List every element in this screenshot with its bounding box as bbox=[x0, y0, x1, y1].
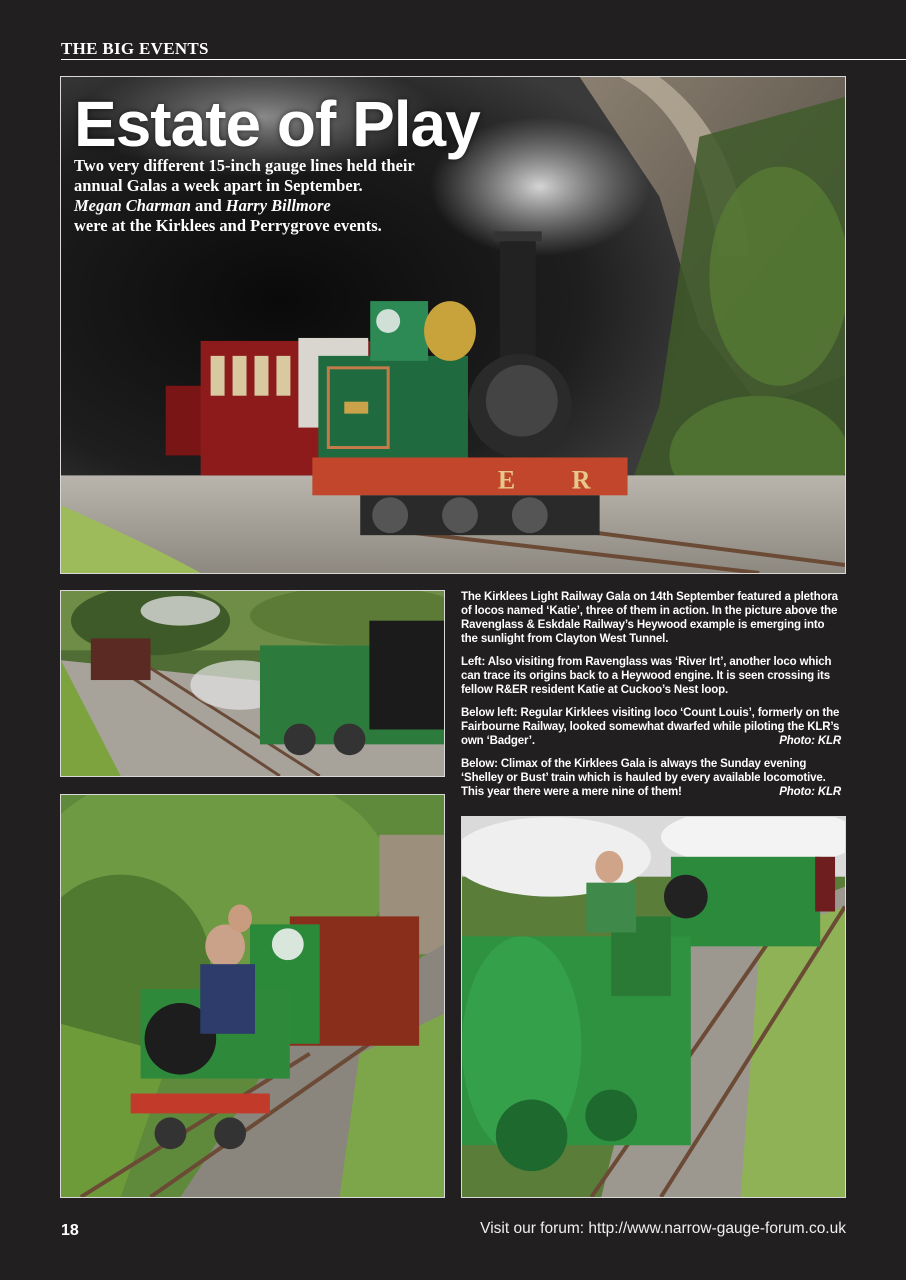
standfirst bbox=[74, 156, 444, 236]
byline-author-1: Megan Charman bbox=[74, 196, 191, 215]
forum-link[interactable]: Visit our forum: http://www.narrow-gauge-forum.co.uk bbox=[480, 1220, 846, 1237]
caption-below-left-text: Below left: Regular Kirklees visiting loco ‘Count Louis’, formerly on the Fairbourne Railway, looked somewhat dwarfed while piloting the KLR’s own ‘Badger’. bbox=[461, 707, 840, 747]
caption-left bbox=[461, 655, 841, 697]
section-rule bbox=[61, 59, 906, 60]
page-number: 18 bbox=[61, 1222, 79, 1239]
caption-below bbox=[461, 757, 841, 799]
captions bbox=[461, 590, 841, 808]
caption-below-left bbox=[461, 706, 841, 748]
headline: Estate of Play bbox=[74, 88, 480, 160]
standfirst-text-1: Two very different 15-inch gauge lines held their annual Galas a week apart in September. bbox=[74, 156, 415, 195]
photo-river-irt bbox=[60, 590, 445, 777]
photo-credit: Photo: KLR bbox=[779, 786, 841, 798]
caption-below-text: Below: Climax of the Kirklees Gala is always the Sunday evening ‘Shelley or Bust’ train which is hauled by every available locomotive. This year there were a mere nine of them! bbox=[461, 758, 826, 798]
standfirst-text-2: were at the Kirklees and Perrygrove events. bbox=[74, 216, 382, 235]
byline-and: and bbox=[195, 196, 222, 215]
photo-count-louis bbox=[60, 794, 445, 1198]
caption-left-text: Left: Also visiting from Ravenglass was ‘River Irt’, another loco which can trace its origins back to a Heywood engine. It is seen crossing its fellow R&ER resident Katie at Cuckoo’s Nest loop. bbox=[461, 656, 832, 696]
caption-hero bbox=[461, 590, 841, 646]
photo-shelley-or-bust bbox=[461, 816, 846, 1198]
photo-credit: Photo: KLR bbox=[779, 735, 841, 747]
tender-letter-e: E bbox=[497, 465, 516, 495]
byline-author-2: Harry Billmore bbox=[225, 196, 331, 215]
tender-letter-r: R bbox=[571, 465, 591, 495]
section-label: THE BIG EVENTS bbox=[61, 39, 209, 58]
caption-hero-text: The Kirklees Light Railway Gala on 14th September featured a plethora of locos named ‘Katie’, three of them in action. In the picture above the Ravenglass & Eskdale Railway’s Heywood example is emerging into the sunlight from Clayton West Tunnel. bbox=[461, 591, 838, 645]
